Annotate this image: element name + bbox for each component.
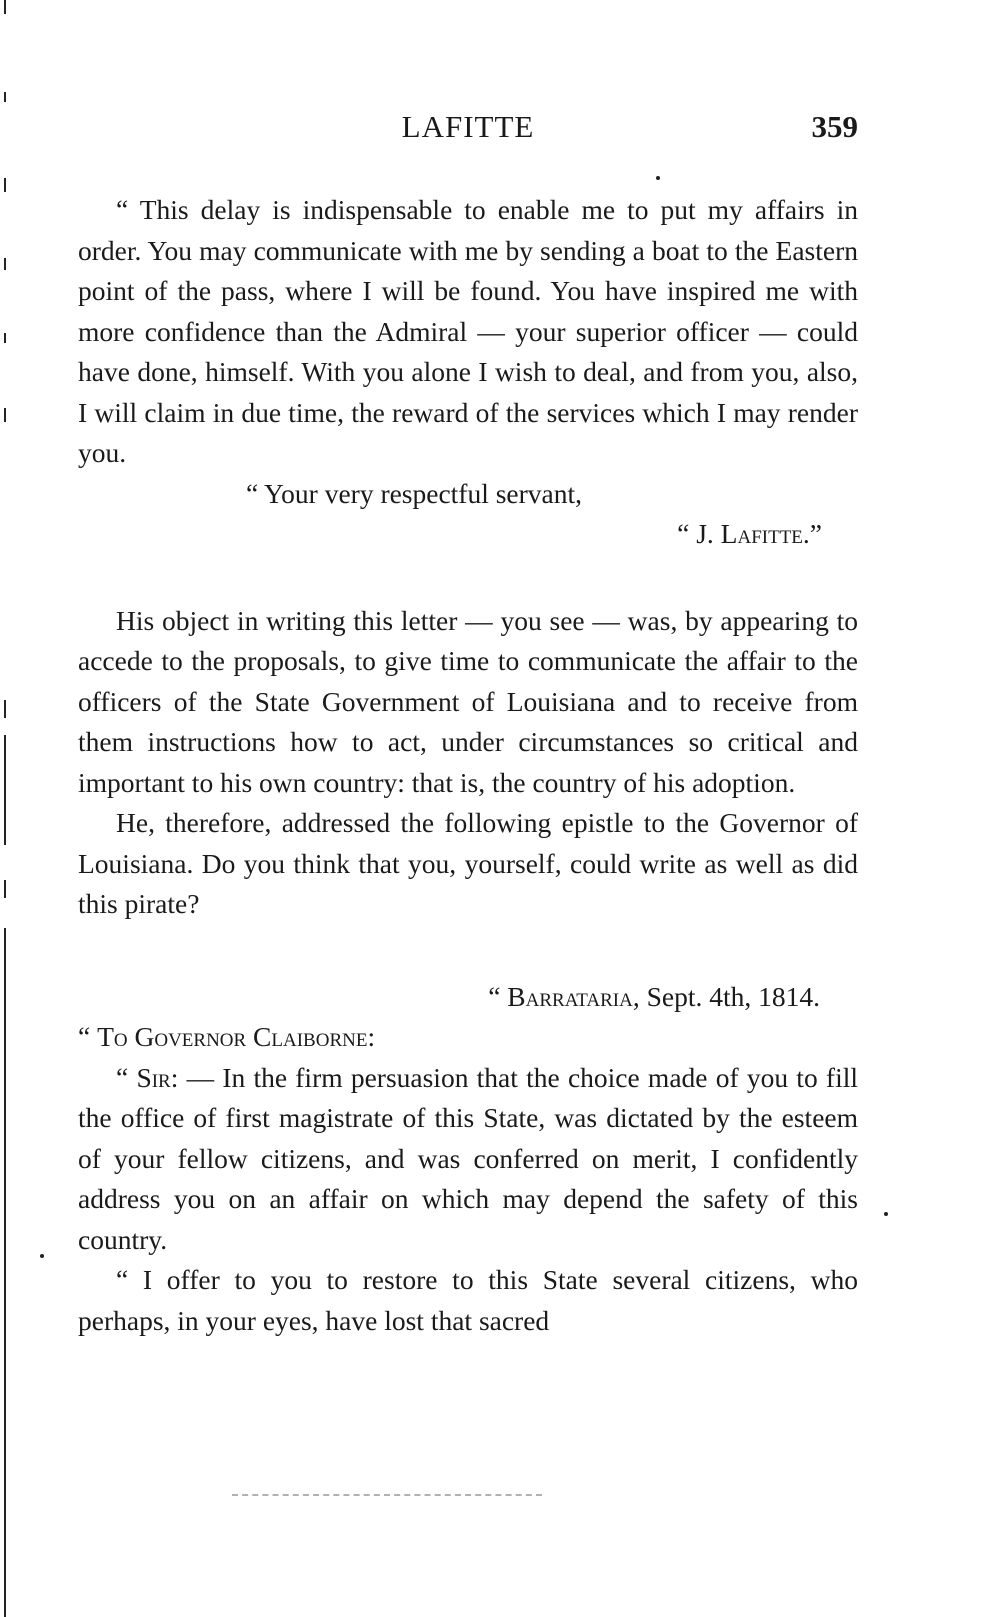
scan-edge-mark [4, 408, 6, 422]
scan-edge-mark [4, 258, 6, 270]
letter-dateline [78, 977, 858, 1018]
salutation-prefix: “ [78, 1021, 98, 1052]
scan-edge-mark [4, 92, 6, 102]
section-gap [78, 555, 858, 601]
signature-name: Lafitte [720, 518, 803, 549]
section-gap [78, 925, 858, 977]
letter-paragraph-2: “ I offer to you to restore to this State several citizens, who perhaps, in your eyes, have lost that sacred [78, 1264, 858, 1336]
signature-suffix: .” [802, 518, 822, 549]
salutation-suffix: : [367, 1021, 376, 1052]
letter-signature [78, 514, 858, 555]
letter-paragraph-1 [78, 1058, 858, 1261]
salutation-text: To Governor Claiborne [97, 1021, 368, 1052]
narrative-paragraph-1: His object in writing this letter — you see — was, by appearing to accede to the proposals, to give time to communicate the affair to the officers of the State Government of Louisiana and to receive from them instructions how to act, under circumstances so critical and important to his own country: that is, the country of his adoption. [78, 604, 858, 798]
scan-edge-mark [4, 0, 6, 14]
dateline-prefix: “ [488, 980, 508, 1012]
page-body [78, 190, 858, 1341]
ink-speck [656, 176, 660, 180]
dateline-place: Barrataria [507, 980, 633, 1012]
page-header [78, 104, 858, 150]
scan-edge-mark [4, 700, 6, 718]
letter-complimentary-close: “ Your very respectful servant, [246, 477, 583, 509]
sir-address: Sir [136, 1061, 171, 1093]
footer-bleed-marks [232, 1494, 542, 1500]
scan-edge-mark [4, 333, 6, 343]
page-number: 359 [811, 109, 858, 144]
letter-closing-paragraph: “ This delay is indispensable to enable me to put my affairs in order. You may communicate with me by sending a boat to the Eastern point of the pass, where I will be found. You have inspired me with more confidence than the Admiral — your superior officer — could have done, himself. With you alone I wish to deal, and from you, also, I will claim in due time, the reward of the services which I may render you. [78, 194, 858, 468]
scan-edge-mark [4, 880, 6, 898]
letter-salutation [78, 1017, 858, 1058]
signature-prefix: “ J. [677, 518, 721, 549]
scan-edge-mark [4, 735, 6, 845]
ink-speck [40, 1254, 44, 1258]
sir-prefix: “ [116, 1061, 137, 1093]
narrative-paragraph-2: He, therefore, addressed the following epistle to the Governor of Louisiana. Do you think that you, yourself, could write as well as did this pirate? [78, 807, 858, 919]
scan-edge-mark [4, 178, 6, 192]
dateline-date: , Sept. 4th, 1814. [632, 980, 820, 1012]
scan-edge-mark [4, 928, 6, 1617]
ink-speck [884, 1212, 888, 1216]
letter-paragraph-1-text: : — In the firm persuasion that the choice made of you to fill the office of first magistrate of this State, was dictated by the esteem of your fellow citizens, and was conferred on merit, I confidently address you on an affair on which may depend the safety of this country. [78, 1061, 858, 1255]
running-title: LAFITTE [401, 109, 535, 144]
